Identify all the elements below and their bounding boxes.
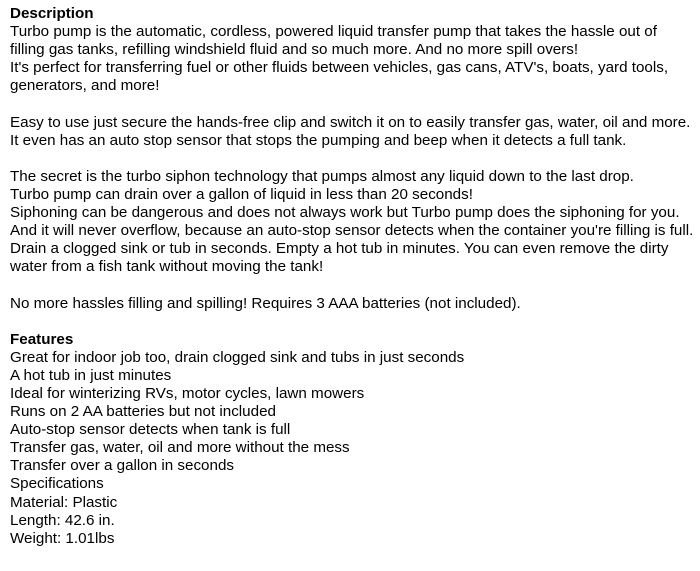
description-paragraph-1: Turbo pump is the automatic, cordless, powered liquid transfer pump that takes the hassle out of filling gas tanks, refilling windshield fluid and so much more. And no more spill overs! <box>10 23 657 59</box>
spacer <box>10 276 694 294</box>
feature-item: A hot tub in just minutes <box>10 366 172 384</box>
description-paragraph-4: The secret is the turbo siphon technology that pumps almost any liquid down to the last drop. <box>10 167 634 185</box>
feature-item: Great for indoor job too, drain clogged sink and tubs in just seconds <box>10 348 465 366</box>
spacer <box>10 150 694 168</box>
spacer <box>10 313 694 331</box>
description-paragraph-5: Turbo pump can drain over a gallon of liquid in less than 20 seconds! <box>10 185 473 203</box>
spec-material: Material: Plastic <box>10 493 118 511</box>
description-paragraph-6: Siphoning can be dangerous and does not always work but Turbo pump does the siphoning for you. And it will never overflow, because an auto-stop sensor detects when the container you're filling is full. Drain a clogged sink or tub in seconds. Empty a hot tub in minutes. You can even remove the dirty water from a fish tank without moving the tank! <box>10 204 694 276</box>
spacer <box>10 95 694 113</box>
feature-item: Transfer gas, water, oil and more without the mess <box>10 439 350 457</box>
feature-item: Transfer over a gallon in seconds <box>10 457 234 475</box>
description-paragraph-3: Easy to use just secure the hands-free clip and switch it on to easily transfer gas, water, oil and more. It even has an auto stop sensor that stops the pumping and beep when it detects a full tank. <box>10 113 691 149</box>
product-description-document <box>10 5 694 548</box>
description-paragraph-2: It's perfect for transferring fuel or other fluids between vehicles, gas cans, ATV's, boats, yard tools, generators, and more! <box>10 59 669 95</box>
description-heading: Description <box>10 5 94 22</box>
spec-length: Length: 42.6 in. <box>10 511 115 529</box>
feature-item: Auto-stop sensor detects when tank is full <box>10 421 291 439</box>
description-paragraph-7: No more hassles filling and spilling! Requires 3 AAA batteries (not included). <box>10 294 521 312</box>
spec-weight: Weight: 1.01lbs <box>10 529 115 547</box>
feature-item: Runs on 2 AA batteries but not included <box>10 403 276 421</box>
specifications-heading: Specifications <box>10 475 104 493</box>
feature-item: Ideal for winterizing RVs, motor cycles, lawn mowers <box>10 384 365 402</box>
features-heading: Features <box>10 330 74 348</box>
